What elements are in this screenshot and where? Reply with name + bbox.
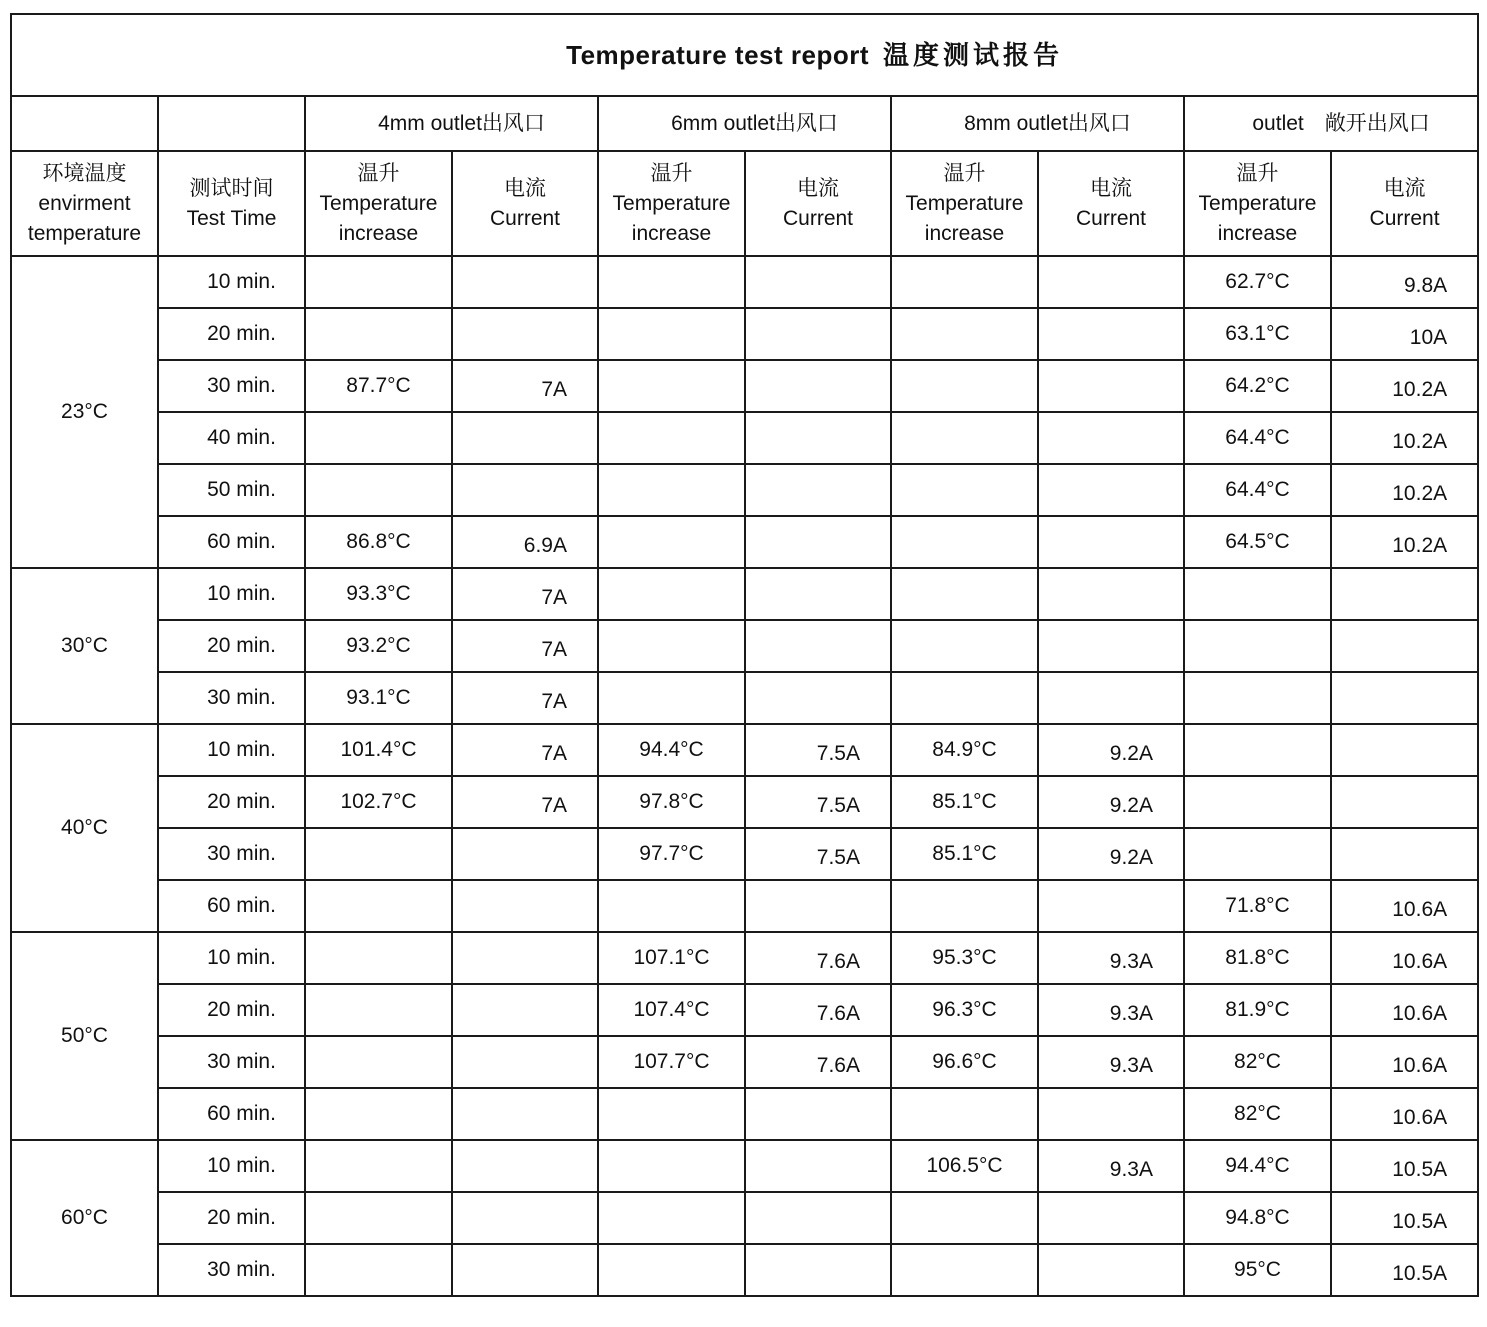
group-header-4mm: 4mm outlet出风口 xyxy=(305,96,598,151)
current-4mm-cell xyxy=(452,1192,598,1244)
table-row xyxy=(11,412,1478,464)
temp-6mm-cell xyxy=(598,1244,745,1296)
group-header-open: outlet 敞开出风口 xyxy=(1184,96,1478,151)
temp-4mm-cell xyxy=(305,412,452,464)
current-open-cell: 10A xyxy=(1331,308,1478,360)
temp-8mm-cell xyxy=(891,620,1038,672)
temp-6mm-cell: 97.8°C xyxy=(598,776,745,828)
current-8mm-cell xyxy=(1038,464,1184,516)
current-6mm-cell xyxy=(745,1244,891,1296)
temp-open-cell: 64.5°C xyxy=(1184,516,1331,568)
current-4mm-cell: 7A xyxy=(452,672,598,724)
temp-open-cell: 82°C xyxy=(1184,1088,1331,1140)
temp-8mm-cell: 96.6°C xyxy=(891,1036,1038,1088)
current-open-cell: 10.2A xyxy=(1331,360,1478,412)
temp-open-cell: 94.4°C xyxy=(1184,1140,1331,1192)
test-time-cell: 30 min. xyxy=(158,1244,305,1296)
group-header-empty-ambient xyxy=(11,96,158,151)
temp-4mm-cell xyxy=(305,308,452,360)
temp-6mm-cell xyxy=(598,568,745,620)
current-6mm-cell xyxy=(745,1192,891,1244)
current-open-cell: 10.6A xyxy=(1331,1088,1478,1140)
table-row xyxy=(11,464,1478,516)
temp-6mm-cell: 94.4°C xyxy=(598,724,745,776)
header-temp-rise-open: 温升 Temperature increase xyxy=(1184,151,1331,256)
header-current-4mm: 电流 Current xyxy=(452,151,598,256)
table-row xyxy=(11,776,1478,828)
current-8mm-cell: 9.2A xyxy=(1038,724,1184,776)
current-4mm-cell xyxy=(452,1140,598,1192)
current-open-cell: 10.2A xyxy=(1331,412,1478,464)
current-open-cell: 9.8A xyxy=(1331,256,1478,308)
temp-6mm-cell xyxy=(598,308,745,360)
current-open-cell xyxy=(1331,672,1478,724)
current-6mm-cell xyxy=(745,880,891,932)
temp-open-cell: 81.8°C xyxy=(1184,932,1331,984)
current-open-cell xyxy=(1331,568,1478,620)
current-6mm-cell xyxy=(745,516,891,568)
current-4mm-cell xyxy=(452,308,598,360)
report-title-cell xyxy=(11,14,1478,96)
header-temp-rise-8mm: 温升 Temperature increase xyxy=(891,151,1038,256)
report-title-en: Temperature test report xyxy=(566,40,869,70)
current-4mm-cell: 7A xyxy=(452,360,598,412)
temp-6mm-cell xyxy=(598,412,745,464)
temp-4mm-cell xyxy=(305,932,452,984)
temp-6mm-cell xyxy=(598,1088,745,1140)
temp-6mm-cell xyxy=(598,256,745,308)
ambient-temperature-cell: 50°C xyxy=(11,932,158,1140)
current-4mm-cell xyxy=(452,1088,598,1140)
current-open-cell: 10.5A xyxy=(1331,1140,1478,1192)
current-6mm-cell xyxy=(745,412,891,464)
test-time-cell: 20 min. xyxy=(158,1192,305,1244)
test-time-cell: 30 min. xyxy=(158,672,305,724)
temp-6mm-cell xyxy=(598,516,745,568)
current-8mm-cell xyxy=(1038,1192,1184,1244)
table-row xyxy=(11,360,1478,412)
temp-8mm-cell xyxy=(891,568,1038,620)
temp-4mm-cell: 93.3°C xyxy=(305,568,452,620)
current-8mm-cell: 9.2A xyxy=(1038,776,1184,828)
current-8mm-cell xyxy=(1038,568,1184,620)
current-4mm-cell: 6.9A xyxy=(452,516,598,568)
temp-6mm-cell xyxy=(598,1192,745,1244)
temp-8mm-cell xyxy=(891,1192,1038,1244)
current-4mm-cell xyxy=(452,256,598,308)
temp-4mm-cell xyxy=(305,828,452,880)
temp-open-cell: 71.8°C xyxy=(1184,880,1331,932)
temp-8mm-cell xyxy=(891,1244,1038,1296)
current-open-cell xyxy=(1331,828,1478,880)
header-current-6mm: 电流 Current xyxy=(745,151,891,256)
current-8mm-cell xyxy=(1038,256,1184,308)
temp-8mm-cell xyxy=(891,360,1038,412)
temp-6mm-cell xyxy=(598,464,745,516)
temp-open-cell xyxy=(1184,724,1331,776)
current-6mm-cell xyxy=(745,256,891,308)
temp-8mm-cell: 106.5°C xyxy=(891,1140,1038,1192)
report-title-cn: 温度测试报告 xyxy=(883,40,1064,70)
current-8mm-cell xyxy=(1038,1244,1184,1296)
test-time-cell: 20 min. xyxy=(158,984,305,1036)
temp-6mm-cell: 107.7°C xyxy=(598,1036,745,1088)
temp-4mm-cell xyxy=(305,1088,452,1140)
temp-4mm-cell xyxy=(305,256,452,308)
temp-8mm-cell: 96.3°C xyxy=(891,984,1038,1036)
table-row xyxy=(11,1244,1478,1296)
header-test-time: 测试时间 Test Time xyxy=(158,151,305,256)
ambient-temperature-cell: 23°C xyxy=(11,256,158,568)
current-8mm-cell: 9.3A xyxy=(1038,932,1184,984)
test-time-cell: 50 min. xyxy=(158,464,305,516)
current-8mm-cell xyxy=(1038,412,1184,464)
temp-open-cell: 82°C xyxy=(1184,1036,1331,1088)
current-open-cell: 10.6A xyxy=(1331,880,1478,932)
table-row xyxy=(11,984,1478,1036)
current-6mm-cell: 7.5A xyxy=(745,828,891,880)
group-header-8mm: 8mm outlet出风口 xyxy=(891,96,1184,151)
temp-open-cell: 94.8°C xyxy=(1184,1192,1331,1244)
temp-open-cell xyxy=(1184,828,1331,880)
group-header-empty-time xyxy=(158,96,305,151)
temp-4mm-cell xyxy=(305,1140,452,1192)
temp-4mm-cell xyxy=(305,1036,452,1088)
current-6mm-cell xyxy=(745,308,891,360)
table-row xyxy=(11,828,1478,880)
current-8mm-cell xyxy=(1038,620,1184,672)
temp-6mm-cell xyxy=(598,880,745,932)
test-time-cell: 20 min. xyxy=(158,620,305,672)
temp-6mm-cell: 107.1°C xyxy=(598,932,745,984)
test-time-cell: 10 min. xyxy=(158,568,305,620)
temp-8mm-cell: 84.9°C xyxy=(891,724,1038,776)
current-4mm-cell xyxy=(452,1036,598,1088)
temp-open-cell: 62.7°C xyxy=(1184,256,1331,308)
table-row xyxy=(11,724,1478,776)
current-6mm-cell: 7.5A xyxy=(745,776,891,828)
ambient-temperature-cell: 30°C xyxy=(11,568,158,724)
test-time-cell: 10 min. xyxy=(158,1140,305,1192)
current-8mm-cell xyxy=(1038,308,1184,360)
ambient-temperature-cell: 40°C xyxy=(11,724,158,932)
temp-4mm-cell xyxy=(305,1244,452,1296)
table-row xyxy=(11,1140,1478,1192)
temp-4mm-cell: 86.8°C xyxy=(305,516,452,568)
temp-open-cell: 81.9°C xyxy=(1184,984,1331,1036)
temp-open-cell: 64.4°C xyxy=(1184,464,1331,516)
current-4mm-cell xyxy=(452,932,598,984)
current-open-cell: 10.5A xyxy=(1331,1192,1478,1244)
temp-4mm-cell xyxy=(305,984,452,1036)
table-row xyxy=(11,1036,1478,1088)
test-time-cell: 60 min. xyxy=(158,516,305,568)
temp-8mm-cell: 95.3°C xyxy=(891,932,1038,984)
table-row xyxy=(11,256,1478,308)
temp-4mm-cell xyxy=(305,880,452,932)
test-time-cell: 40 min. xyxy=(158,412,305,464)
header-current-open: 电流 Current xyxy=(1331,151,1478,256)
temp-open-cell xyxy=(1184,776,1331,828)
temp-open-cell: 95°C xyxy=(1184,1244,1331,1296)
current-8mm-cell: 9.3A xyxy=(1038,1140,1184,1192)
temp-4mm-cell: 93.1°C xyxy=(305,672,452,724)
table-row xyxy=(11,308,1478,360)
current-4mm-cell xyxy=(452,984,598,1036)
current-6mm-cell: 7.5A xyxy=(745,724,891,776)
temp-8mm-cell xyxy=(891,672,1038,724)
table-row xyxy=(11,932,1478,984)
current-6mm-cell xyxy=(745,464,891,516)
temp-4mm-cell: 93.2°C xyxy=(305,620,452,672)
temp-open-cell xyxy=(1184,568,1331,620)
test-time-cell: 20 min. xyxy=(158,308,305,360)
temp-4mm-cell: 101.4°C xyxy=(305,724,452,776)
current-open-cell: 10.6A xyxy=(1331,932,1478,984)
current-4mm-cell xyxy=(452,1244,598,1296)
current-open-cell: 10.2A xyxy=(1331,516,1478,568)
table-row xyxy=(11,516,1478,568)
current-open-cell: 10.6A xyxy=(1331,1036,1478,1088)
current-4mm-cell: 7A xyxy=(452,776,598,828)
temp-open-cell: 64.4°C xyxy=(1184,412,1331,464)
temp-8mm-cell xyxy=(891,464,1038,516)
current-6mm-cell xyxy=(745,360,891,412)
current-4mm-cell xyxy=(452,828,598,880)
current-8mm-cell xyxy=(1038,672,1184,724)
table-row xyxy=(11,672,1478,724)
current-6mm-cell xyxy=(745,1088,891,1140)
temp-4mm-cell: 87.7°C xyxy=(305,360,452,412)
table-row xyxy=(11,620,1478,672)
temp-8mm-cell: 85.1°C xyxy=(891,776,1038,828)
table-row xyxy=(11,1192,1478,1244)
temperature-report-table xyxy=(10,13,1479,1297)
header-temp-rise-6mm: 温升 Temperature increase xyxy=(598,151,745,256)
test-time-cell: 10 min. xyxy=(158,932,305,984)
test-time-cell: 10 min. xyxy=(158,256,305,308)
temp-4mm-cell xyxy=(305,464,452,516)
group-header-6mm: 6mm outlet出风口 xyxy=(598,96,891,151)
temp-8mm-cell xyxy=(891,880,1038,932)
temp-8mm-cell xyxy=(891,412,1038,464)
current-6mm-cell: 7.6A xyxy=(745,932,891,984)
test-time-cell: 60 min. xyxy=(158,880,305,932)
current-open-cell xyxy=(1331,776,1478,828)
temp-8mm-cell xyxy=(891,308,1038,360)
table-row xyxy=(11,1088,1478,1140)
current-open-cell: 10.2A xyxy=(1331,464,1478,516)
test-time-cell: 30 min. xyxy=(158,360,305,412)
current-open-cell: 10.6A xyxy=(1331,984,1478,1036)
current-4mm-cell: 7A xyxy=(452,724,598,776)
current-6mm-cell xyxy=(745,620,891,672)
temp-4mm-cell: 102.7°C xyxy=(305,776,452,828)
current-6mm-cell xyxy=(745,568,891,620)
temp-6mm-cell xyxy=(598,672,745,724)
temp-4mm-cell xyxy=(305,1192,452,1244)
temp-open-cell xyxy=(1184,672,1331,724)
current-open-cell: 10.5A xyxy=(1331,1244,1478,1296)
current-8mm-cell: 9.3A xyxy=(1038,1036,1184,1088)
current-8mm-cell xyxy=(1038,360,1184,412)
temp-8mm-cell: 85.1°C xyxy=(891,828,1038,880)
header-temp-rise-4mm: 温升 Temperature increase xyxy=(305,151,452,256)
test-time-cell: 10 min. xyxy=(158,724,305,776)
current-8mm-cell: 9.2A xyxy=(1038,828,1184,880)
header-current-8mm: 电流 Current xyxy=(1038,151,1184,256)
table-row xyxy=(11,880,1478,932)
temp-8mm-cell xyxy=(891,256,1038,308)
current-6mm-cell xyxy=(745,672,891,724)
current-4mm-cell: 7A xyxy=(452,568,598,620)
header-ambient-temperature: 环境温度 envirment temperature xyxy=(11,151,158,256)
temp-open-cell: 64.2°C xyxy=(1184,360,1331,412)
current-4mm-cell: 7A xyxy=(452,620,598,672)
current-6mm-cell: 7.6A xyxy=(745,1036,891,1088)
current-8mm-cell: 9.3A xyxy=(1038,984,1184,1036)
current-4mm-cell xyxy=(452,412,598,464)
test-time-cell: 30 min. xyxy=(158,828,305,880)
test-time-cell: 20 min. xyxy=(158,776,305,828)
current-8mm-cell xyxy=(1038,1088,1184,1140)
temp-6mm-cell xyxy=(598,360,745,412)
current-8mm-cell xyxy=(1038,880,1184,932)
current-6mm-cell xyxy=(745,1140,891,1192)
current-6mm-cell: 7.6A xyxy=(745,984,891,1036)
temp-6mm-cell xyxy=(598,1140,745,1192)
test-time-cell: 60 min. xyxy=(158,1088,305,1140)
ambient-temperature-cell: 60°C xyxy=(11,1140,158,1296)
temp-6mm-cell xyxy=(598,620,745,672)
temp-6mm-cell: 107.4°C xyxy=(598,984,745,1036)
current-4mm-cell xyxy=(452,880,598,932)
temp-6mm-cell: 97.7°C xyxy=(598,828,745,880)
current-open-cell xyxy=(1331,620,1478,672)
table-row xyxy=(11,568,1478,620)
current-open-cell xyxy=(1331,724,1478,776)
temp-open-cell xyxy=(1184,620,1331,672)
temp-open-cell: 63.1°C xyxy=(1184,308,1331,360)
current-8mm-cell xyxy=(1038,516,1184,568)
temp-8mm-cell xyxy=(891,1088,1038,1140)
test-time-cell: 30 min. xyxy=(158,1036,305,1088)
current-4mm-cell xyxy=(452,464,598,516)
temp-8mm-cell xyxy=(891,516,1038,568)
